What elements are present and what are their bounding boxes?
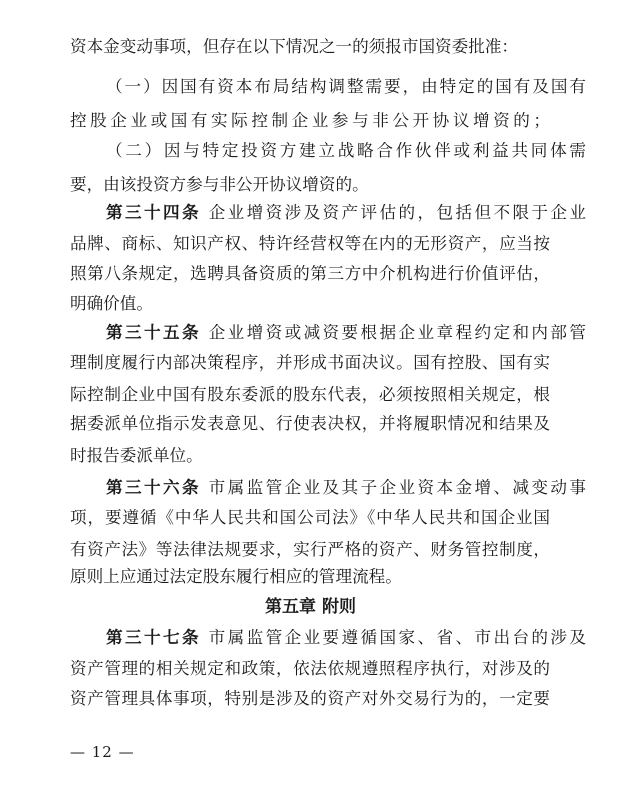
- text-line: 资产管理的相关规定和政策，依法依规遵照程序执行，对涉及的: [70, 659, 550, 678]
- text-line: 资产管理具体事项，特别是涉及的资产对外交易行为的，一定要: [70, 689, 550, 708]
- text-line: 时报告委派单位。: [70, 446, 203, 465]
- article-37-line: [106, 628, 586, 648]
- text-line: 原则上应通过法定股东履行相应的管理流程。: [70, 567, 402, 586]
- text-line: 照第八条规定，选聘具备资质的第三方中介机构进行价值评估，: [70, 264, 550, 283]
- text-line: 际控制企业中国有股东委派的股东代表，必须按照相关规定，根: [70, 385, 550, 404]
- article-heading: 第三十五条: [106, 323, 201, 342]
- text-line: （一）因国有资本布局结构调整需要，由特定的国有及国有: [106, 77, 586, 96]
- article-heading: 第三十七条: [106, 628, 201, 647]
- text-line: 有资产法》等法律法规要求，实行严格的资产、财务管控制度，: [70, 540, 550, 559]
- text-line: 控股企业或国有实际控制企业参与非公开协议增资的；: [70, 111, 550, 130]
- article-text: 市属监管企业及其子企业资本金增、减变动事: [208, 478, 587, 497]
- text-line: 理制度履行内部决策程序，并形成书面决议。国有控股、国有实: [70, 353, 550, 372]
- article-text: 企业增资涉及资产评估的，包括但不限于企业: [208, 203, 587, 222]
- chapter-heading: 第五章 附则: [265, 597, 356, 617]
- text-line: 品牌、商标、知识产权、特许经营权等在内的无形资产，应当按: [70, 234, 550, 253]
- article-35-line: [106, 323, 586, 343]
- article-36-line: [106, 478, 586, 498]
- page-number: — 12 —: [70, 743, 135, 761]
- article-heading: 第三十四条: [106, 203, 201, 222]
- text-line: 明确价值。: [70, 294, 153, 313]
- text-line: 据委派单位指示发表意见、行使表决权，并将履职情况和结果及: [70, 414, 550, 433]
- article-text: 企业增资或减资要根据企业章程约定和内部管: [208, 323, 587, 342]
- text-line: 项，要遵循《中华人民共和国公司法》《中华人民共和国企业国: [70, 508, 550, 527]
- text-line: （二）因与特定投资方建立战略合作伙伴或利益共同体需: [106, 141, 586, 160]
- article-heading: 第三十六条: [106, 478, 201, 497]
- article-34-line: [106, 203, 586, 223]
- article-text: 市属监管企业要遵循国家、省、市出台的涉及: [208, 628, 587, 647]
- text-line: 资本金变动事项，但存在以下情况之一的须报市国资委批准：: [70, 37, 519, 56]
- text-line: 要，由该投资方参与非公开协议增资的。: [70, 175, 369, 194]
